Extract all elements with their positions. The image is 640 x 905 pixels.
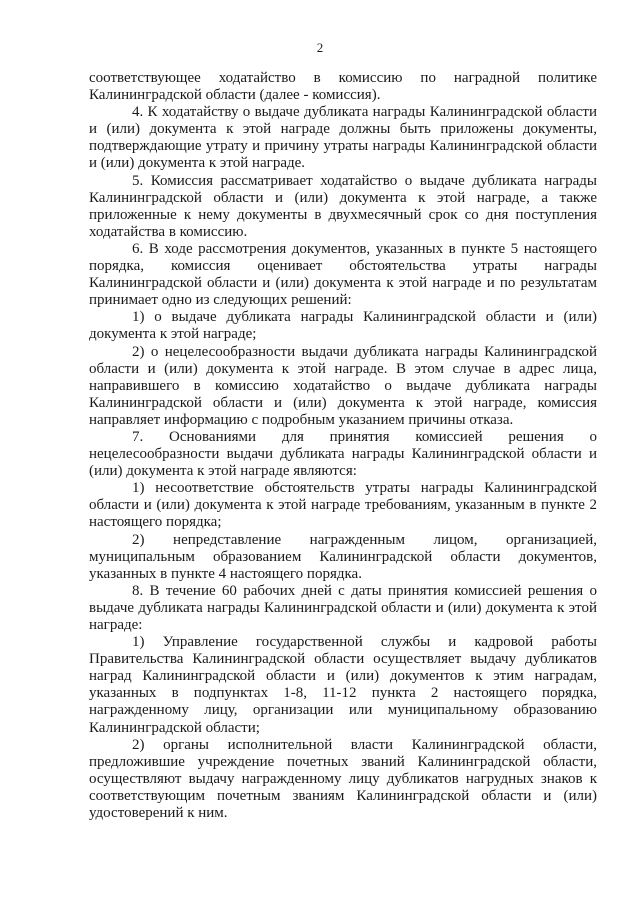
paragraph-item-7-1: 1) несоответствие обстоятельств утраты награды Калининградской области и (или) документа к этой награде требованиям, указанным в пункте 2 настоящего порядка; xyxy=(89,480,597,531)
paragraph-item-8: 8. В течение 60 рабочих дней с даты принятия комиссией решения о выдаче дубликата награды Калининградской области и (или) документа к этой награде: xyxy=(89,582,597,633)
document-body xyxy=(89,70,597,822)
paragraph-item-6-2: 2) о нецелесообразности выдачи дубликата награды Калининградской области и (или) документа к этой награде. В этом случае в адрес лица, направившего в комиссию ходатайство о выдаче дубликата награды Калининградской области и (или) документа к этой награде, комиссия направляет информацию с подробным указанием причины отказа. xyxy=(89,343,597,428)
paragraph-item-7-2: 2) непредставление награжденным лицом, организацией, муниципальным образованием Калининградской области документов, указанных в пункте 4 настоящего порядка. xyxy=(89,531,597,582)
paragraph-item-8-2: 2) органы исполнительной власти Калининградской области, предложившие учреждение почетных званий Калининградской области, осуществляют выдачу награжденному лицу дубликатов нагрудных знаков к соответствующим почетным званиям Калининградской области и (или) удостоверений к ним. xyxy=(89,736,597,822)
paragraph-item-5: 5. Комиссия рассматривает ходатайство о выдаче дубликата награды Калининградской области и (или) документа к этой награде, а также приложенные к нему документы в двухмесячный срок со дня поступления ходатайства в комиссию. xyxy=(89,172,597,240)
paragraph-item-4: 4. К ходатайству о выдаче дубликата награды Калининградской области и (или) документа к этой награде должны быть приложены документы, подтверждающие утрату и причину утраты награды Калининградской области и (или) документа к этой награде. xyxy=(89,104,597,172)
paragraph-item-7: 7. Основаниями для принятия комиссией решения о нецелесообразности выдачи дубликата награды Калининградской области и (или) документа к этой награде являются: xyxy=(89,428,597,480)
paragraph-item-6-1: 1) о выдаче дубликата награды Калининградской области и (или) документа к этой награде; xyxy=(89,309,597,343)
paragraph-item-6: 6. В ходе рассмотрения документов, указанных в пункте 5 настоящего порядка, комиссия оценивает обстоятельства утраты награды Калининградской области и (или) документа к этой награде и по результатам принимает одно из следующих решений: xyxy=(89,240,597,309)
paragraph-continuation: соответствующее ходатайство в комиссию по наградной политике Калининградской области (далее - комиссия). xyxy=(89,70,597,104)
paragraph-item-8-1: 1) Управление государственной службы и кадровой работы Правительства Калининградской области осуществляет выдачу дубликатов наград Калининградской области и (или) документов к этим наградам, указанных в подпунктах 1-8, 11-12 пункта 2 настоящего порядка, награжденному лицу, организации или муниципальному образованию Калининградской области; xyxy=(89,634,597,736)
page-number: 2 xyxy=(316,40,324,55)
